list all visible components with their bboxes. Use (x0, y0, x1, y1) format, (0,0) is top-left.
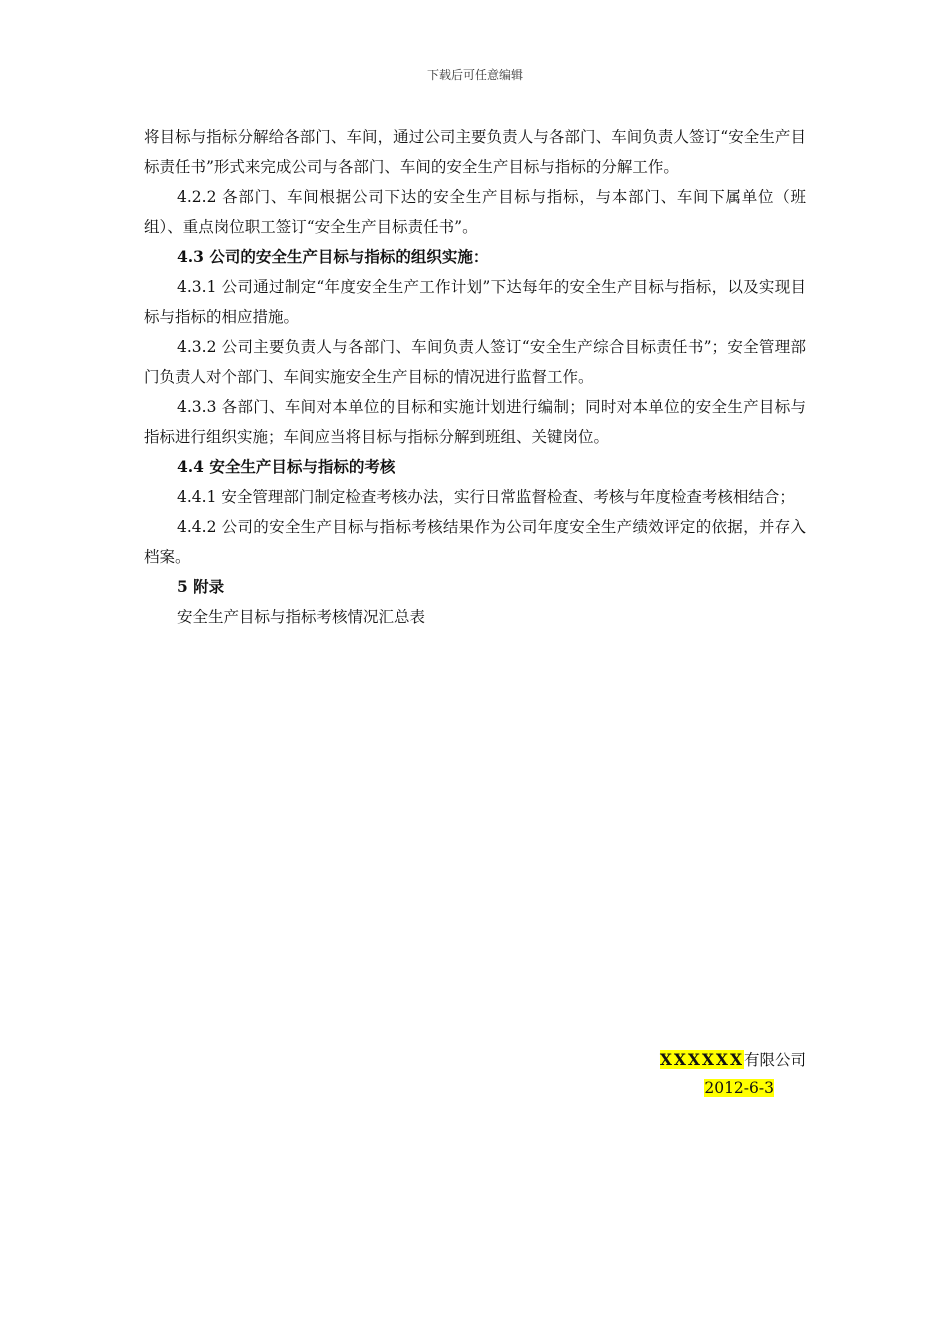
company-name-placeholder: XXXXXX (659, 1050, 744, 1069)
signature-block (660, 1046, 806, 1102)
body-paragraph: 4.4.2 公司的安全生产目标与指标考核结果作为公司年度安全生产绩效评定的依据，并存入档案。 (144, 518, 806, 566)
body-paragraph: 4.2.2 各部门、车间根据公司下达的安全生产目标与指标，与本部门、车间下属单位（班组）、重点岗位职工签订“安全生产目标责任书”。 (144, 188, 806, 236)
section-heading: 4.3 公司的安全生产目标与指标的组织实施： (177, 247, 489, 266)
company-name-line (660, 1046, 806, 1074)
company-name-suffix: 有限公司 (743, 1051, 806, 1069)
document-body (144, 122, 806, 632)
body-paragraph: 将目标与指标分解给各部门、车间，通过公司主要负责人与各部门、车间负责人签订“安全生产目标责任书”形式来完成公司与各部门、车间的安全生产目标与指标的分解工作。 (144, 128, 806, 176)
body-paragraph: 4.3.2 公司主要负责人与各部门、车间负责人签订“安全生产综合目标责任书”；安全管理部门负责人对个部门、车间实施安全生产目标的情况进行监督工作。 (144, 338, 806, 386)
appendix-item: 安全生产目标与指标考核情况汇总表 (177, 608, 426, 626)
body-paragraph: 4.3.3 各部门、车间对本单位的目标和实施计划进行编制；同时对本单位的安全生产目标与指标进行组织实施；车间应当将目标与指标分解到班组、关键岗位。 (144, 398, 806, 446)
section-heading: 5 附录 (177, 577, 225, 596)
signature-date: 2012-6-3 (704, 1079, 774, 1097)
body-paragraph: 4.3.1 公司通过制定“年度安全生产工作计划”下达每年的安全生产目标与指标，以及实现目标与指标的相应措施。 (144, 278, 806, 326)
page-header: 下载后可任意编辑 (426, 68, 523, 82)
section-heading: 4.4 安全生产目标与指标的考核 (177, 457, 396, 476)
body-paragraph: 4.4.1 安全管理部门制定检查考核办法，实行日常监督检查、考核与年度检查考核相结合； (177, 488, 795, 506)
date-line (660, 1074, 806, 1102)
